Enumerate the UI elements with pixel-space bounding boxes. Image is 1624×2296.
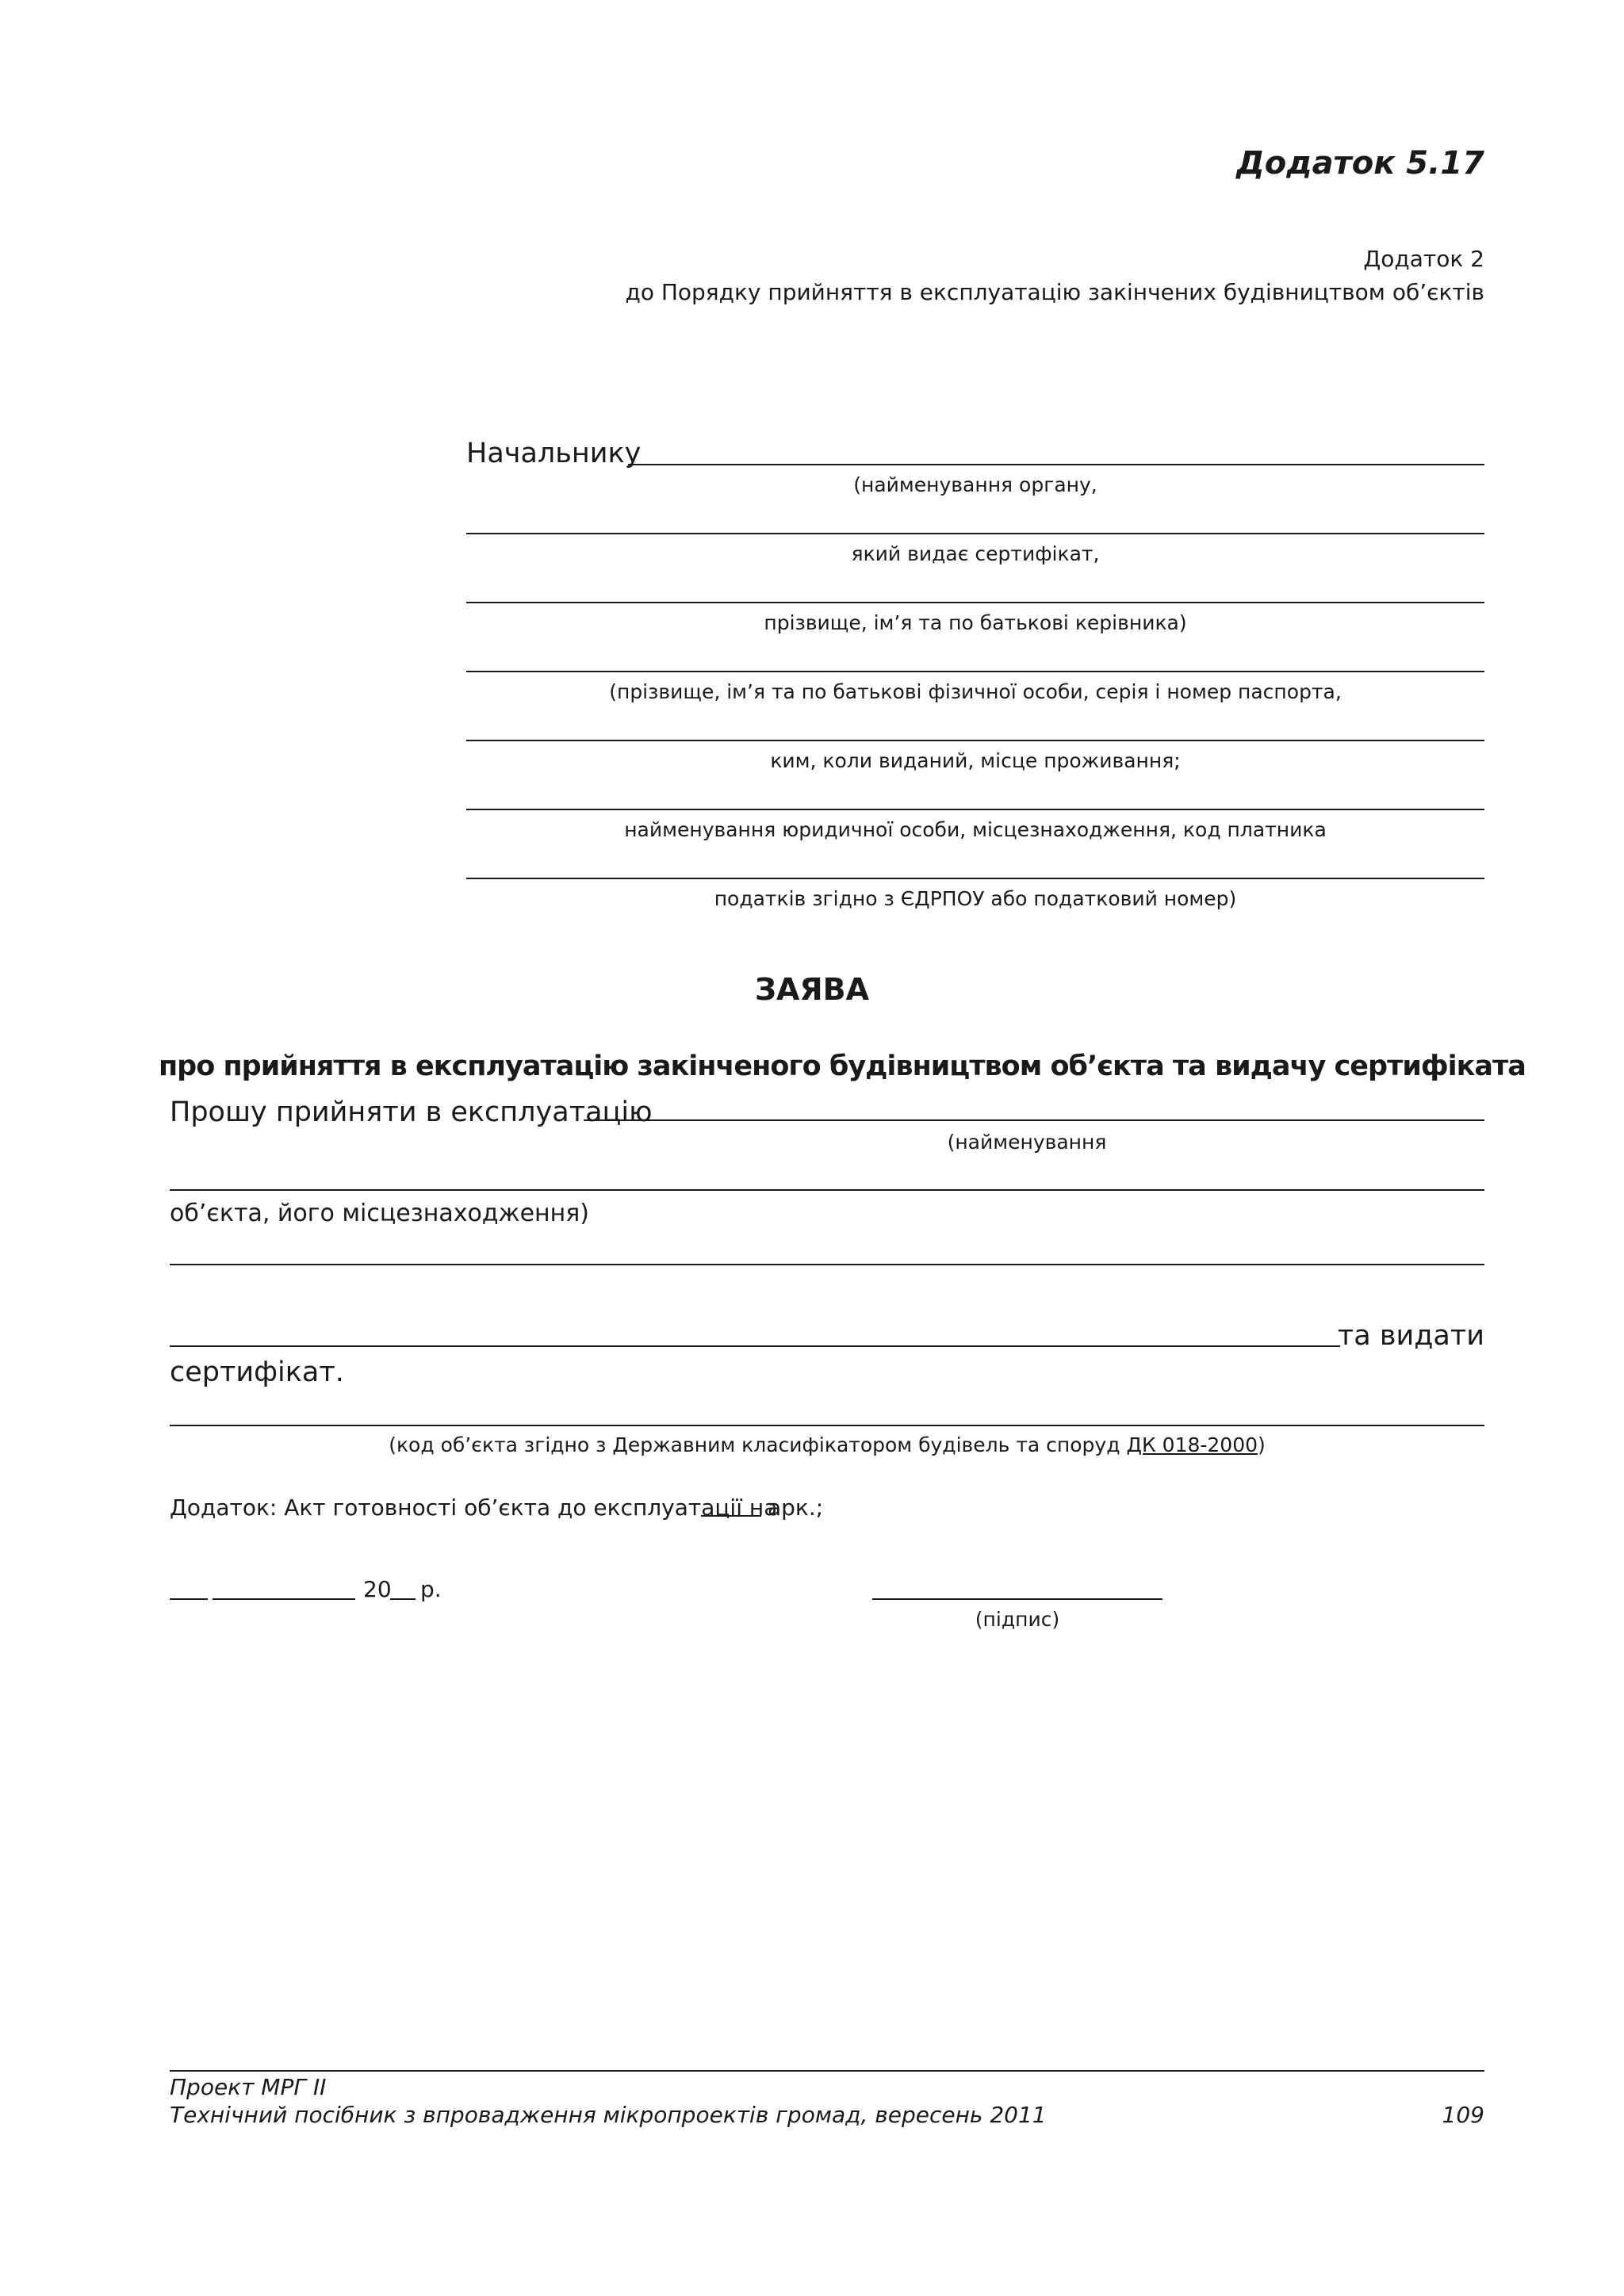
statement-subtitle: про прийняття в експлуатацію закінченого будівництвом об’єкта та видачу сертифіката xyxy=(159,1050,1526,1082)
footer-rule xyxy=(170,2070,1484,2072)
addressee-caption-6: найменування юридичної особи, місцезнаходження, код платника xyxy=(624,818,1327,841)
addressee-field-2[interactable] xyxy=(466,533,1484,534)
object-location-caption: об’єкта, його місцезнаходження) xyxy=(170,1200,590,1227)
object-code-caption xyxy=(170,1433,1484,1456)
object-name-field-4[interactable] xyxy=(170,1345,1340,1347)
addressee-caption-4: (прізвище, ім’я та по батькові фізичної особи, серія і номер паспорта, xyxy=(609,680,1342,703)
addressee-caption-2: який видає сертифікат, xyxy=(851,542,1100,565)
object-name-caption: (найменування xyxy=(947,1131,1107,1154)
date-day-field[interactable] xyxy=(170,1598,208,1600)
addressee-caption-3: прізвище, ім’я та по батькові керівника) xyxy=(764,611,1187,634)
addressee-caption-1: (найменування органу, xyxy=(853,473,1097,496)
statement-title: ЗАЯВА xyxy=(754,972,870,1007)
addressee-field-6[interactable] xyxy=(466,809,1484,810)
footer-project: Проект МРГ ІІ xyxy=(170,2074,327,2100)
object-name-field-2[interactable] xyxy=(170,1189,1484,1191)
attachment-sheets-field[interactable] xyxy=(701,1515,761,1517)
addressee-field-1[interactable] xyxy=(628,464,1484,465)
request-label: Прошу прийняти в експлуатацію xyxy=(170,1096,653,1128)
date-year-prefix: 20 xyxy=(363,1576,392,1602)
addressee-field-7[interactable] xyxy=(466,878,1484,879)
date-year-field[interactable] xyxy=(390,1598,416,1600)
object-code-caption-end: ) xyxy=(1258,1433,1266,1456)
object-name-field-3[interactable] xyxy=(170,1264,1484,1265)
addressee-field-3[interactable] xyxy=(466,602,1484,603)
signature-caption: (підпис) xyxy=(975,1608,1060,1631)
reference-line-2: до Порядку прийняття в експлуатацію закінчених будівництвом об’єктів xyxy=(625,279,1484,305)
signature-field[interactable] xyxy=(872,1598,1162,1600)
object-name-field-1[interactable] xyxy=(584,1119,1484,1121)
object-code-field[interactable] xyxy=(170,1425,1484,1426)
certificate-text: сертифікат. xyxy=(170,1357,344,1388)
date-year-suffix: р. xyxy=(420,1576,442,1602)
addressee-caption-5: ким, коли виданий, місце проживання; xyxy=(770,749,1181,772)
reference-line-1: Додаток 2 xyxy=(1363,246,1484,272)
appendix-title: Додаток 5.17 xyxy=(1236,145,1484,182)
attachment-unit: арк.; xyxy=(768,1494,824,1521)
classifier-reference: ДК 018-2000 xyxy=(1126,1433,1258,1456)
attachment-label: Додаток: Акт готовності об’єкта до експлуатації на xyxy=(170,1494,778,1521)
addressee-field-4[interactable] xyxy=(466,671,1484,672)
page-number: 109 xyxy=(1442,2102,1484,2128)
issue-text: та видати xyxy=(1337,1320,1484,1352)
object-code-caption-main: (код об’єкта згідно з Державним класифікатором будівель та споруд xyxy=(389,1433,1127,1456)
addressee-caption-7: податків згідно з ЄДРПОУ або податковий номер) xyxy=(714,887,1237,910)
footer-manual: Технічний посібник з впровадження мікропроектів громад, вересень 2011 xyxy=(170,2102,1047,2128)
addressee-label: Начальнику xyxy=(466,438,642,469)
addressee-field-5[interactable] xyxy=(466,740,1484,741)
date-month-field[interactable] xyxy=(213,1598,355,1600)
